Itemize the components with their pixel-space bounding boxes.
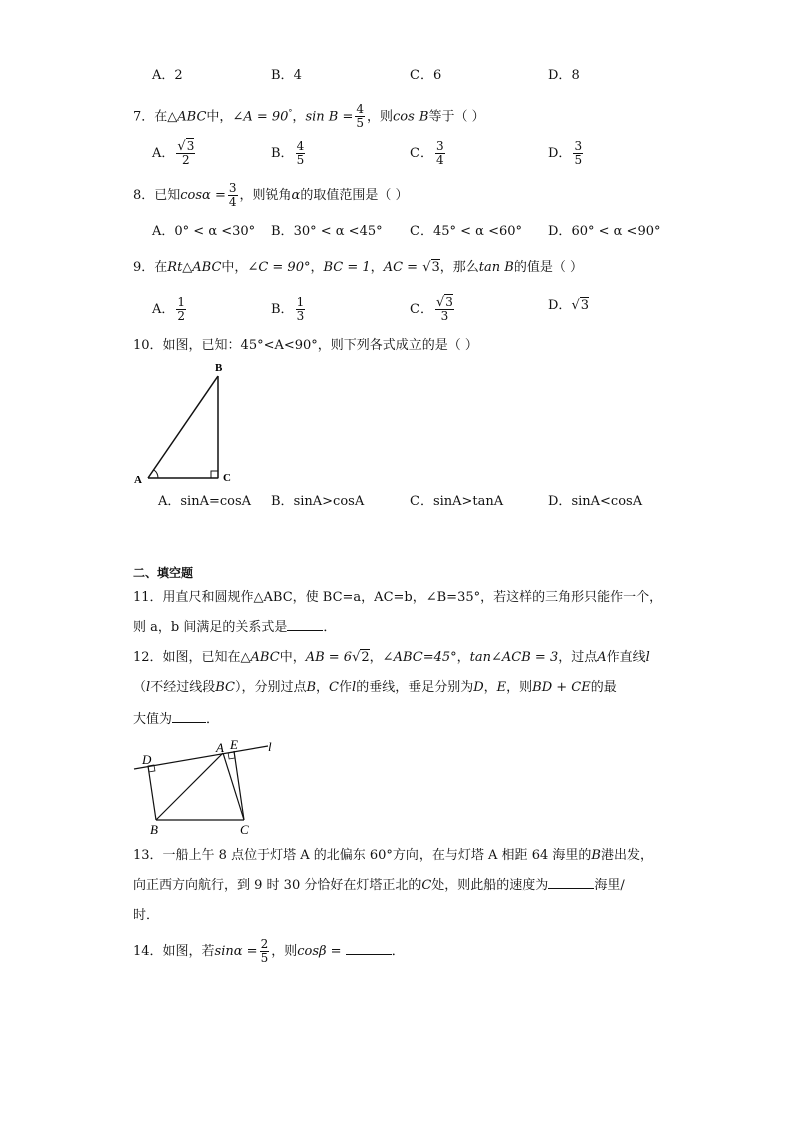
q10-side-ab <box>148 376 218 478</box>
q6-option-b: B．4 <box>271 68 302 83</box>
q7-option-b: B． $\frac{4}{5}$ <box>271 139 305 167</box>
q8-stem: 8．已知cosα = $\frac{3}{4}$ ，则锐角α的取值范围是（ ） <box>133 181 409 209</box>
q12-line1: 12．如图，已知在△ABC中，AB = 6√2，∠ABC=45°，tan∠ACB = 3，过点A作直线l <box>133 650 650 665</box>
q12-segment-ac <box>223 753 244 820</box>
q10-figure <box>130 358 240 488</box>
q10-right-angle-mark <box>211 471 218 478</box>
q12-label-d: D <box>142 752 152 767</box>
q12-label-l: l <box>268 739 272 754</box>
q10-option-b: B．sinA>cosA <box>271 494 365 509</box>
q10-option-d: D．sinA<cosA <box>548 494 643 509</box>
q8-option-b: B．30° < α <45° <box>271 224 383 239</box>
q12-segment-ce <box>234 751 244 820</box>
q12-figure <box>128 736 278 836</box>
q10-option-a: A．sinA=cosA <box>158 494 252 509</box>
q9-option-c: C． $\frac{√3}{3}$ <box>410 295 453 323</box>
q13-answer-blank[interactable] <box>548 876 594 889</box>
q9-option-b: B． $\frac{1}{3}$ <box>271 295 305 323</box>
q13-line1: 13．一船上午 8 点位于灯塔 A 的北偏东 60°方向，在与灯塔 A 相距 64 海里的B港出发， <box>133 848 653 863</box>
q12-label-c: C <box>240 822 249 836</box>
q11-line1: 11．用直尺和圆规作△ABC，使 BC=a，AC=b，∠B=35°，若这样的三角形只能作一个， <box>133 590 663 605</box>
q6-option-d: D．8 <box>548 68 580 83</box>
q14-answer-blank[interactable] <box>346 942 392 955</box>
q7-option-c: C． $\frac{3}{4}$ <box>410 139 444 167</box>
q10-label-b: B <box>215 362 223 374</box>
q8-option-a: A．0° < α <30° <box>152 224 256 239</box>
q13-line3: 时． <box>133 908 160 923</box>
q12-label-a: A <box>216 740 224 755</box>
q10-stem: 10．如图，已知：45°<A<90°，则下列各式成立的是（ ） <box>133 338 478 353</box>
q7-options <box>0 140 794 170</box>
q12-line2: （l不经过线段BC），分别过点B，C作l的垂线，垂足分别为D，E，则BD + CE的最 <box>133 680 617 695</box>
q6-options <box>0 66 794 90</box>
q10-label-c: C <box>223 472 231 484</box>
q8-option-d: D．60° < α <90° <box>548 224 661 239</box>
q10-label-a: A <box>134 474 142 486</box>
q9-option-d: D．√3 <box>548 298 590 313</box>
q13-line2: 向正西方向航行，到 9 时 30 分恰好在灯塔正北的C处，则此船的速度为 海里/ <box>133 878 625 893</box>
q6-option-a: A．2 <box>152 68 183 83</box>
q8-option-c: C．45° < α <60° <box>410 224 522 239</box>
q12-segment-bd <box>148 766 156 820</box>
q11-answer-blank[interactable] <box>287 618 323 631</box>
q12-label-b: B <box>150 822 158 836</box>
q12-line3: 大值为 ． <box>133 712 220 727</box>
q12-label-e: E <box>230 737 238 752</box>
q9-options <box>0 296 794 330</box>
section-title: 二、填空题 <box>133 566 194 580</box>
q9-stem: 9．在Rt△ABC中，∠C = 90°，BC = 1，AC = √3，那么tan B的值是（ ） <box>133 260 583 275</box>
q10-options <box>0 492 794 516</box>
q12-right-angle-e <box>228 752 235 759</box>
q10-angle-a-arc <box>154 470 158 478</box>
q14-stem: 14．如图，若sinα = $\frac{2}{5}$ ，则cosβ = ． <box>133 937 405 965</box>
q7-stem: 7．在△ABC中，∠A = 90°，sin B = $\frac{4}{5}$ ，则cos B等于（ ） <box>133 102 485 131</box>
q12-answer-blank[interactable] <box>172 710 206 723</box>
q8-options <box>0 222 794 246</box>
q11-line2: 则 a，b 间满足的关系式是 ． <box>133 620 337 635</box>
q7-option-d: D． $\frac{3}{5}$ <box>548 139 583 167</box>
q9-option-a: A． $\frac{1}{2}$ <box>152 295 186 323</box>
q6-option-c: C．6 <box>410 68 442 83</box>
q7-option-a: A． $\frac{√3}{2}$ <box>152 139 195 167</box>
q10-option-c: C．sinA>tanA <box>410 494 504 509</box>
